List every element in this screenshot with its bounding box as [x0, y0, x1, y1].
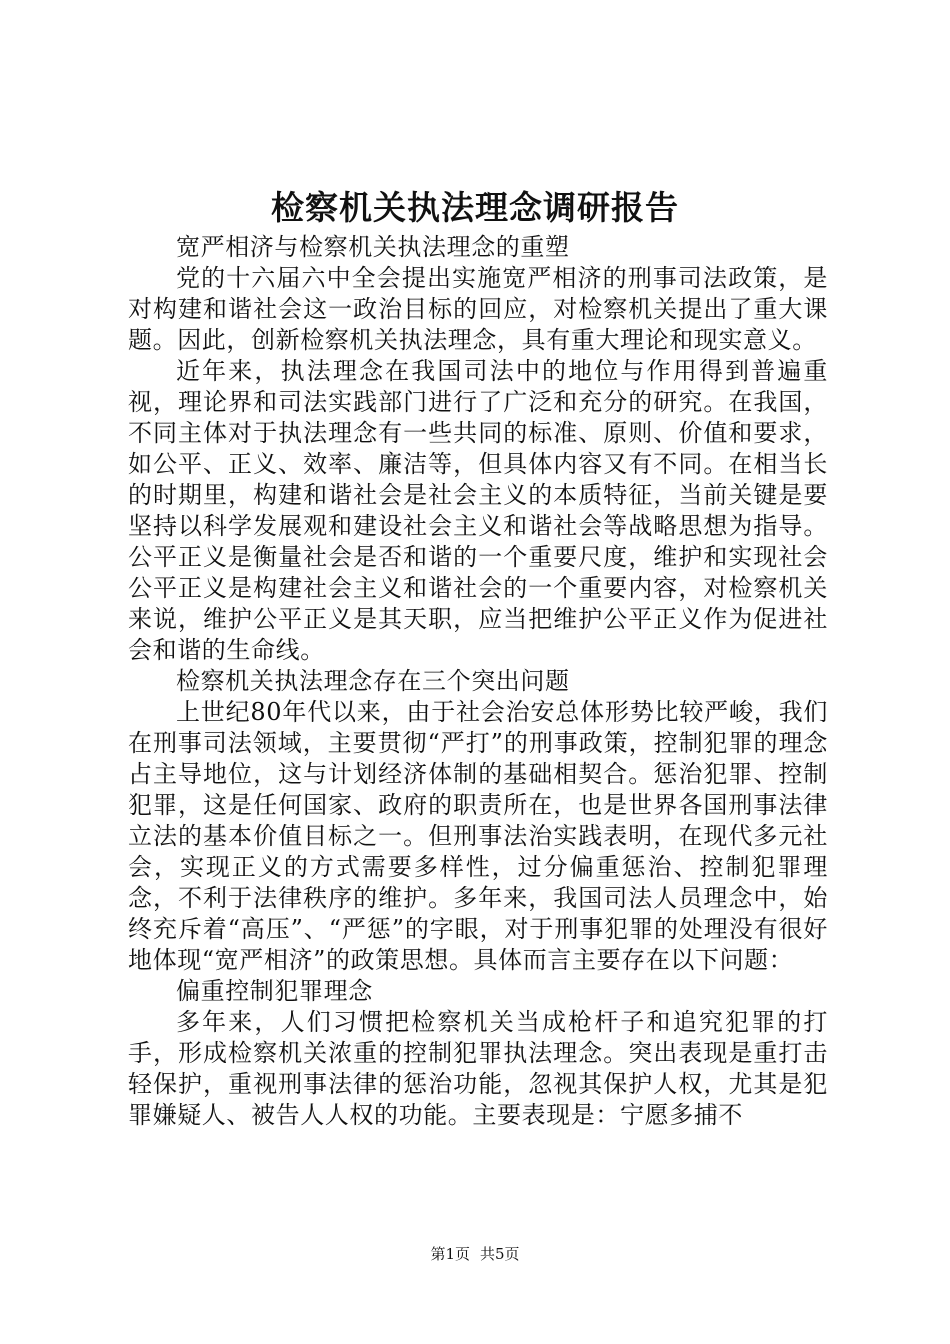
page-number-current: 第1页	[430, 1245, 470, 1263]
body-paragraph: 上世纪80年代以来，由于社会治安总体形势比较严峻，我们在刑事司法领域，主要贯彻“严打”的刑事政策，控制犯罪的理念占主导地位，这与计划经济体制的基础相契合。惩治犯罪、控制犯罪，这是任何国家、政府的职责所在，也是世界各国刑事法律立法的基本价值目标之一。但刑事法治实践表明，在现代多元社会，实现正义的方式需要多样性，过分偏重惩治、控制犯罪理念，不利于法律秩序的维护。多年来，我国司法人员理念中，始终充斥着“高压”、“严惩”的字眼，对于刑事犯罪的处理没有很好地体现“宽严相济”的政策思想。具体而言主要存在以下问题：	[128, 698, 828, 974]
subsection-heading: 偏重控制犯罪理念	[176, 977, 373, 1005]
body-paragraph: 党的十六届六中全会提出实施宽严相济的刑事司法政策，是对构建和谐社会这一政治目标的回应，对检察机关提出了重大课题。因此，创新检察机关执法理念，具有重大理论和现实意义。	[128, 264, 828, 354]
document-body	[128, 232, 828, 1131]
page-number-total: 共5页	[480, 1245, 520, 1263]
document-title: 检察机关执法理念调研报告	[271, 188, 679, 227]
body-paragraph: 近年来，执法理念在我国司法中的地位与作用得到普遍重视，理论界和司法实践部门进行了广泛和充分的研究。在我国，不同主体对于执法理念有一些共同的标准、原则、价值和要求，如公平、正义、效率、廉洁等，但具体内容又有不同。在相当长的时期里，构建和谐社会是社会主义的本质特征，当前关键是要坚持以科学发展观和建设社会主义和谐社会等战略思想为指导。公平正义是衡量社会是否和谐的一个重要尺度，维护和实现社会公平正义是构建社会主义和谐社会的一个重要内容，对检察机关来说，维护公平正义是其天职，应当把维护公平正义作为促进社会和谐的生命线。	[128, 357, 828, 664]
body-paragraph: 多年来，人们习惯把检察机关当成枪杆子和追究犯罪的打手，形成检察机关浓重的控制犯罪执法理念。突出表现是重打击轻保护，重视刑事法律的惩治功能，忽视其保护人权，尤其是犯罪嫌疑人、被告人人权的功能。主要表现是：宁愿多捕不	[128, 1008, 828, 1129]
section-heading: 宽严相济与检察机关执法理念的重塑	[176, 233, 570, 261]
page-footer	[0, 1244, 950, 1264]
section-heading: 检察机关执法理念存在三个突出问题	[176, 667, 570, 695]
